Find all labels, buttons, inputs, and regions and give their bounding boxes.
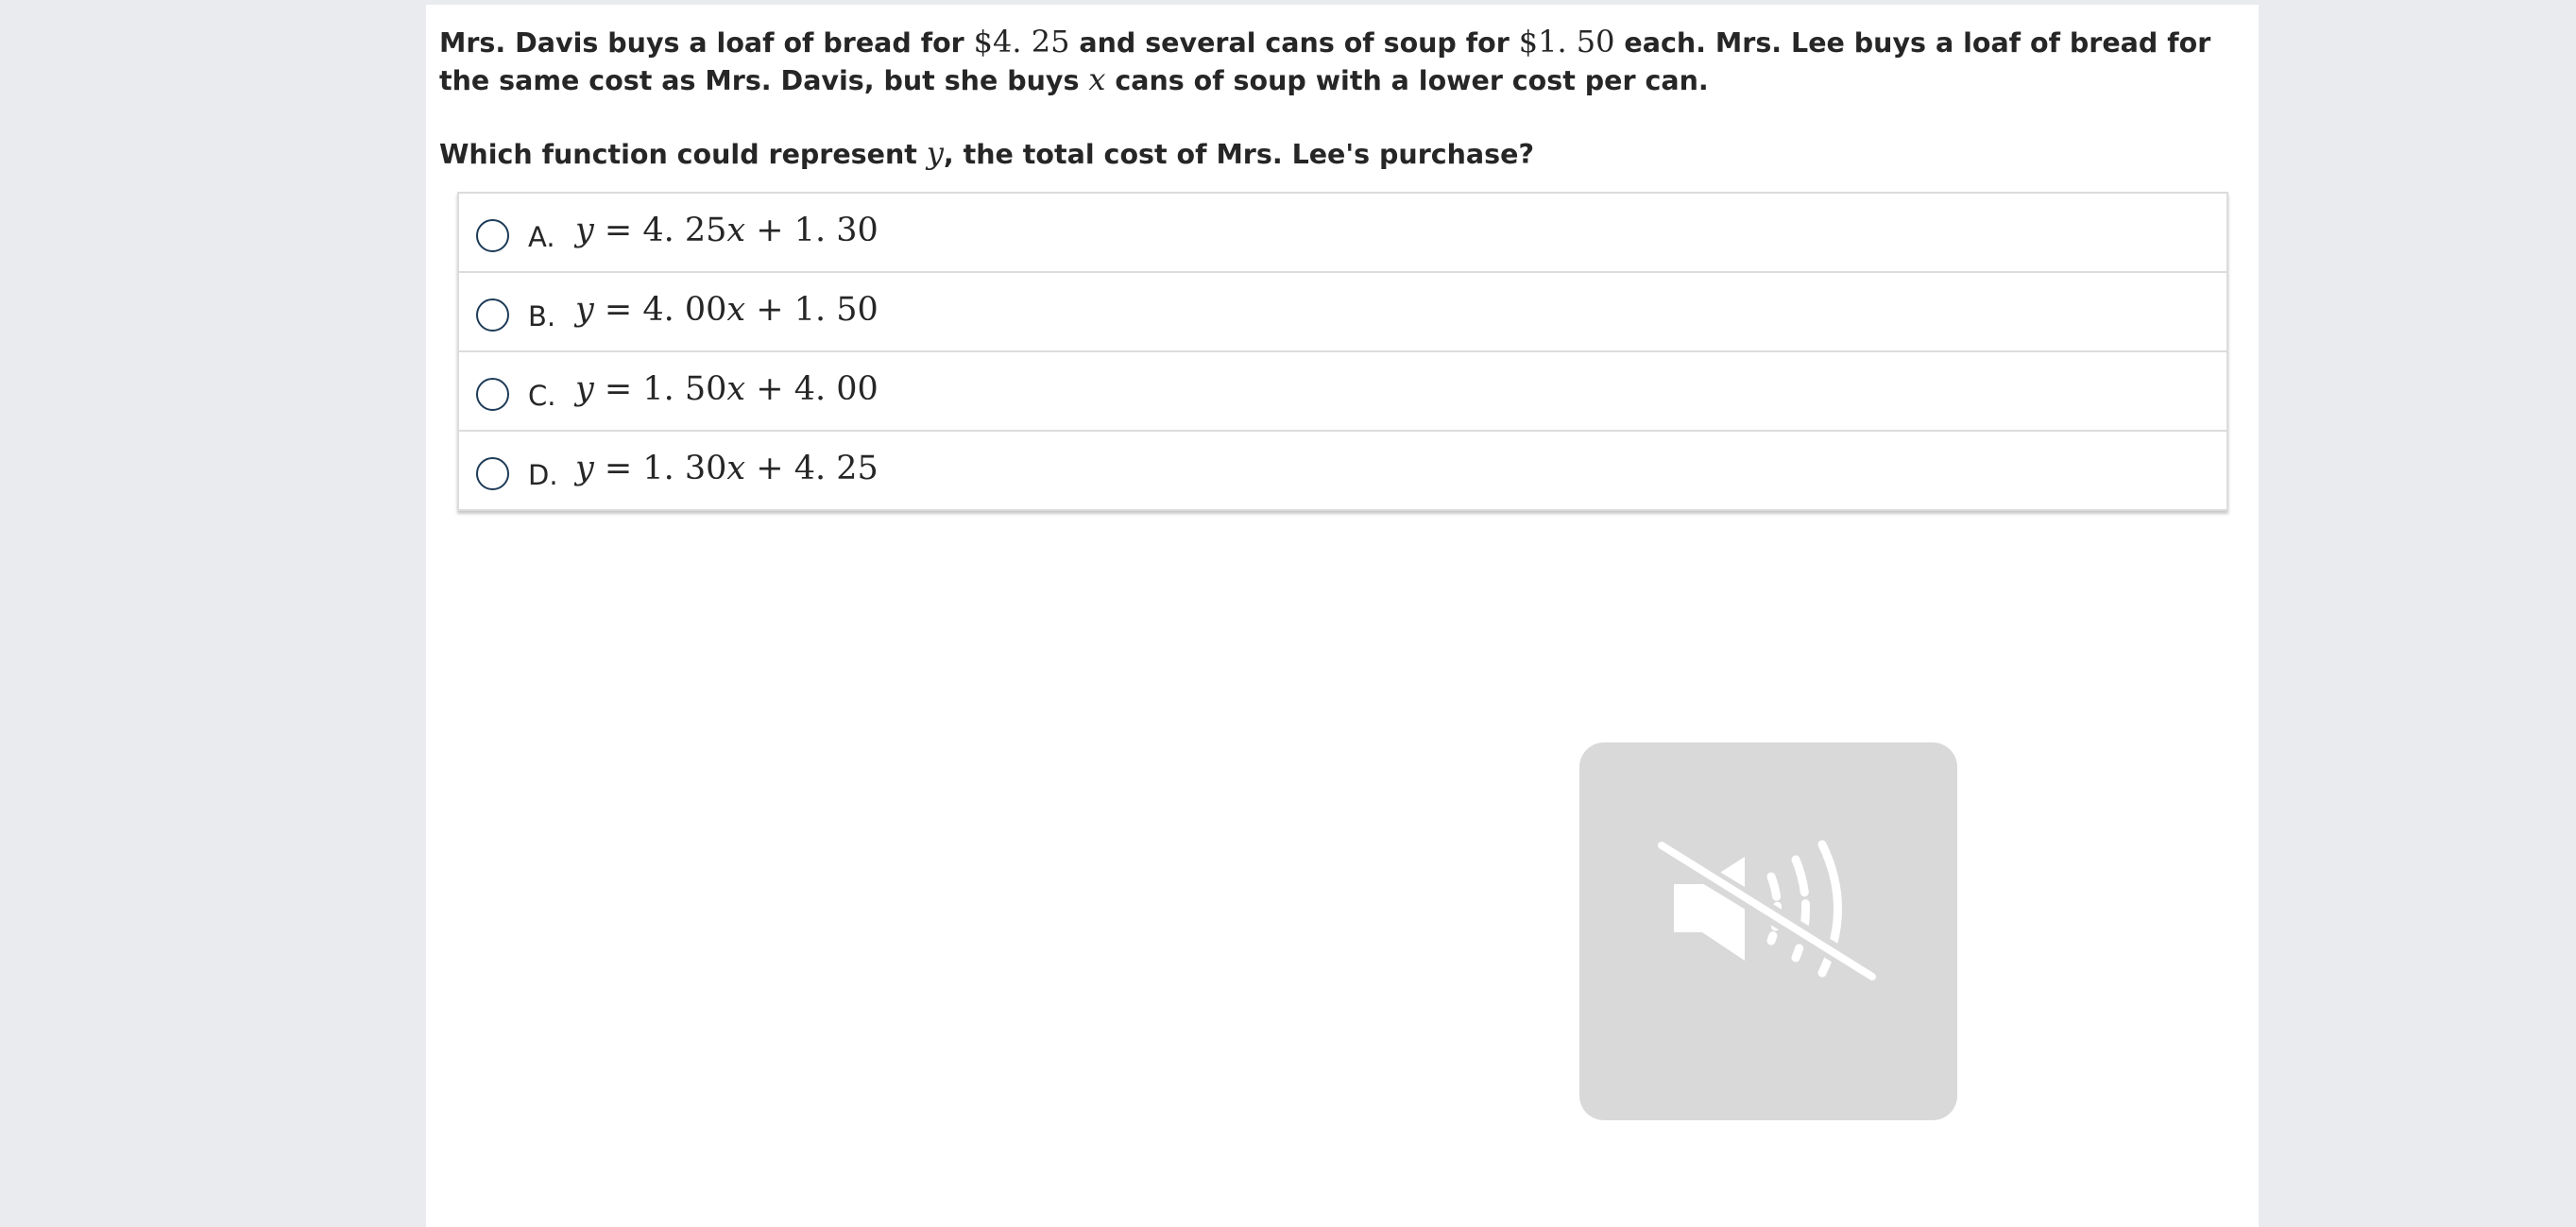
prompt-text-1: Which function could represent (439, 139, 927, 170)
option-letter-d: D. (528, 459, 558, 491)
formula-var-x: x (726, 370, 746, 408)
formula-constant: + 4. 00 (745, 370, 879, 408)
formula-constant: + 1. 30 (745, 212, 879, 249)
option-letter-a: A. (528, 221, 555, 253)
radio-button-b[interactable] (476, 298, 509, 332)
prompt-variable-y: y (926, 135, 944, 171)
question-panel (426, 5, 2259, 1227)
formula-constant: + 1. 50 (745, 291, 879, 329)
formula-var-y: y (575, 370, 594, 408)
option-formula-a (575, 211, 879, 250)
question-prompt (439, 135, 2234, 173)
stem-soup-price: $1. 50 (1518, 24, 1615, 60)
formula-var-x: x (726, 212, 746, 249)
formula-var-x: x (726, 291, 746, 329)
stem-variable-x: x (1088, 61, 1106, 97)
radio-button-d[interactable] (476, 457, 509, 490)
formula-var-y: y (575, 450, 594, 487)
radio-button-a[interactable] (476, 219, 509, 252)
radio-button-c[interactable] (476, 378, 509, 411)
stem-text-2: and several cans of soup for (1069, 27, 1519, 59)
speaker-muted-icon (1579, 742, 1957, 1120)
formula-var-y: y (575, 212, 594, 249)
option-formula-d (575, 449, 879, 488)
prompt-text-2: , the total cost of Mrs. Lee's purchase? (943, 139, 1534, 170)
answer-option-d[interactable] (459, 432, 2226, 509)
formula-coefficient: = 4. 25 (593, 212, 727, 249)
stem-text-3: each. Mrs. Lee buys a loaf of bread for the same cost as Mrs. Davis, but she buys (439, 27, 2211, 96)
answer-option-a[interactable] (459, 194, 2226, 273)
answer-options (457, 192, 2228, 511)
question-stem (439, 24, 2234, 99)
formula-coefficient: = 1. 30 (593, 450, 727, 487)
option-formula-b (575, 290, 879, 330)
option-letter-b: B. (528, 300, 556, 332)
option-formula-c (575, 369, 879, 409)
stem-bread-price: $4. 25 (973, 24, 1070, 60)
formula-coefficient: = 4. 00 (593, 291, 727, 329)
answer-option-c[interactable] (459, 352, 2226, 432)
stem-text-4: cans of soup with a lower cost per can. (1105, 65, 1709, 96)
formula-constant: + 4. 25 (745, 450, 879, 487)
formula-var-y: y (575, 291, 594, 329)
media-placeholder[interactable] (1579, 742, 1957, 1120)
option-letter-c: C. (528, 380, 556, 412)
formula-var-x: x (726, 450, 746, 487)
formula-coefficient: = 1. 50 (593, 370, 727, 408)
answer-option-b[interactable] (459, 273, 2226, 352)
stem-text-1: Mrs. Davis buys a loaf of bread for (439, 27, 974, 59)
